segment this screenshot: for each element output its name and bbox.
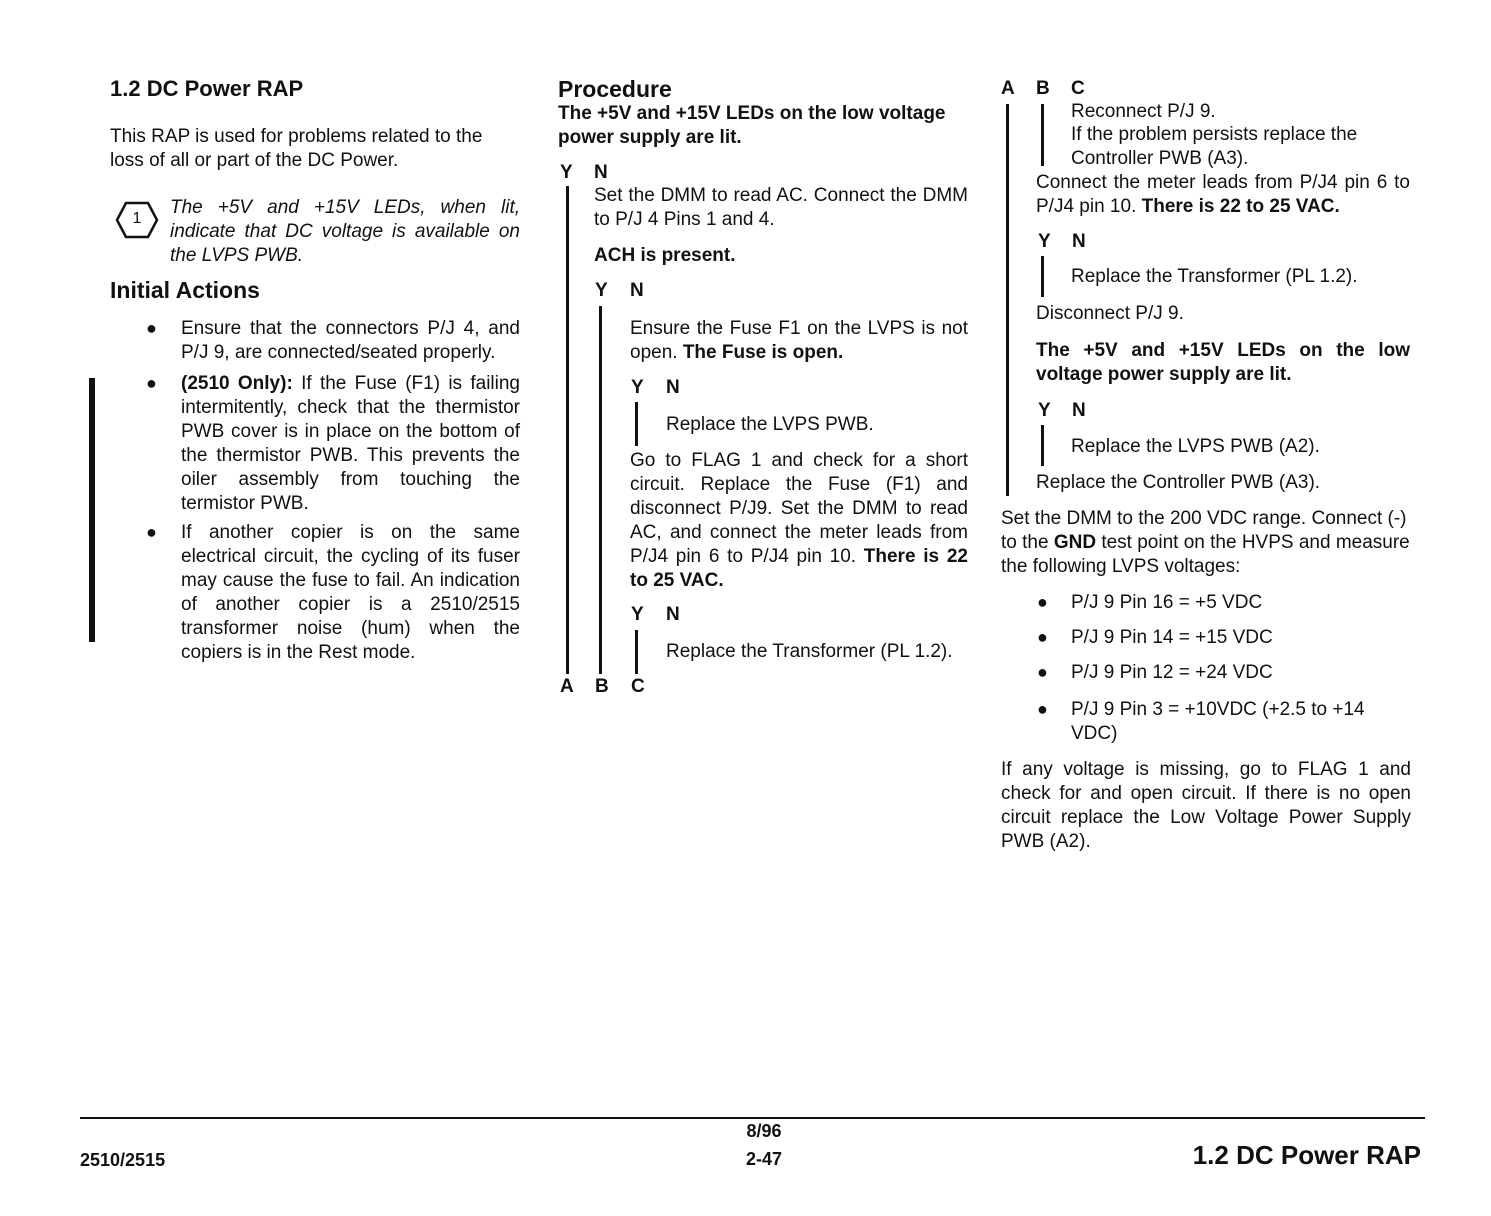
voltage-item-1: P/J 9 Pin 16 = +5 VDC — [1071, 592, 1263, 613]
branch-line-a — [1006, 104, 1009, 496]
procedure-step-5 — [630, 449, 968, 593]
replace-lvps-action: Replace the LVPS PWB. — [666, 414, 874, 435]
gnd-label: GND — [1053, 532, 1097, 553]
meter-step-text: Connect the meter leads from P/J4 pin 6 to P/J4 pin 10. — [1036, 172, 1410, 217]
connector-b: B — [1036, 78, 1050, 99]
no-label: N — [666, 604, 680, 625]
set-dmm-step — [1001, 507, 1411, 579]
initial-action-2-text: If the Fuse (F1) is failing intermitently, check that the thermistor PWB cover is in place on the bottom of the thermistor PWB. This prevents the oiler assembly from touching the termistor PWB. — [181, 373, 520, 514]
yes-label: Y — [1038, 400, 1051, 421]
footer-model: 2510/2515 — [80, 1150, 166, 1170]
connector-b: B — [595, 676, 609, 697]
branch-line-c — [635, 402, 638, 446]
bullet-dot: ● — [146, 318, 157, 338]
procedure-step-5-question: There is 22 to 25 VAC. — [630, 546, 968, 591]
bullet-dot: ● — [1037, 699, 1048, 719]
final-instruction: If any voltage is missing, go to FLAG 1 and check for and open circuit. If there is no open circuit replace the Low Voltage Power Supply PWB (A2). — [1001, 759, 1411, 852]
procedure-heading: Procedure — [558, 76, 672, 102]
branch-line-b2 — [1041, 256, 1044, 297]
procedure-step-4-question: The Fuse is open. — [682, 342, 844, 363]
connector-c: C — [1071, 78, 1085, 99]
yes-label: Y — [595, 280, 608, 301]
bullet-dot: ● — [1037, 592, 1048, 612]
procedure-step-4 — [630, 317, 968, 365]
procedure-step-4-text: Ensure the Fuse F1 on the LVPS is not open. — [630, 318, 968, 363]
replace-controller-action: Replace the Controller PWB (A3). — [1036, 472, 1321, 493]
bullet-dot: ● — [1037, 662, 1048, 682]
branch-line-b — [599, 306, 602, 674]
set-dmm-text-2: test point on the HVPS and measure the following LVPS voltages: — [1001, 532, 1410, 577]
yes-label: Y — [560, 162, 573, 183]
note-text: The +5V and +15V LEDs, when lit, indicate that DC voltage is available on the LVPS PWB. — [170, 197, 520, 266]
no-label: N — [630, 280, 644, 301]
procedure-step-1: The +5V and +15V LEDs on the low voltage power supply are lit. — [558, 103, 946, 148]
no-label: N — [666, 377, 680, 398]
bullet-dot: ● — [1037, 627, 1048, 647]
connector-c: C — [631, 676, 645, 697]
change-bar — [89, 378, 95, 642]
initial-action-1: Ensure that the connectors P/J 4, and P/J 9, are connected/seated properly. — [181, 318, 520, 363]
branch-line-b — [1041, 104, 1044, 166]
footer-section-title: 1.2 DC Power RAP — [1192, 1140, 1421, 1170]
replace-transformer-action: Replace the Transformer (PL 1.2). — [666, 641, 953, 662]
initial-action-2 — [181, 372, 520, 516]
initial-action-2-emphasis: (2510 Only): — [181, 373, 293, 394]
note-number: 1 — [132, 210, 142, 227]
voltage-item-2: P/J 9 Pin 14 = +15 VDC — [1071, 627, 1273, 648]
footer-rule — [80, 1117, 1425, 1119]
procedure-step-3: ACH is present. — [594, 245, 736, 266]
persist-action: If the problem persists replace the Controller PWB (A3). — [1071, 124, 1358, 169]
section-title: 1.2 DC Power RAP — [110, 76, 304, 101]
footer-date: 8/96 — [746, 1121, 782, 1141]
branch-line-a — [566, 186, 569, 674]
voltage-item-3: P/J 9 Pin 12 = +24 VDC — [1071, 662, 1273, 683]
leds-lit-question: The +5V and +15V LEDs on the low voltage power supply are lit. — [1036, 340, 1410, 385]
bullet-dot: ● — [146, 373, 157, 393]
meter-step — [1036, 171, 1410, 219]
yes-label: Y — [1038, 231, 1051, 252]
no-label: N — [1072, 400, 1086, 421]
bullet-dot: ● — [146, 522, 157, 542]
disconnect-step: Disconnect P/J 9. — [1036, 303, 1184, 324]
reconnect-action: Reconnect P/J 9. — [1071, 101, 1216, 122]
branch-line-c2 — [635, 630, 638, 674]
note-hexagon-icon — [115, 200, 159, 240]
voltage-item-4: P/J 9 Pin 3 = +10VDC (+2.5 to +14 VDC) — [1071, 699, 1365, 744]
yes-label: Y — [631, 377, 644, 398]
connector-a: A — [1001, 78, 1015, 99]
set-dmm-text: Set the DMM to the 200 VDC range. Connect (-) to the — [1001, 508, 1407, 553]
initial-actions-heading: Initial Actions — [110, 277, 260, 303]
intro-paragraph: This RAP is used for problems related to the loss of all or part of the DC Power. — [110, 126, 483, 171]
replace-transformer-action: Replace the Transformer (PL 1.2). — [1071, 266, 1358, 287]
procedure-step-5-text: Go to FLAG 1 and check for a short circuit. Replace the Fuse (F1) and disconnect P/J9. Set the DMM to read AC, and connect the meter leads from P/J4 pin 6 to P/J4 pin 10. — [630, 450, 968, 567]
no-label: N — [594, 162, 608, 183]
connector-a: A — [560, 676, 574, 697]
meter-step-question: There is 22 to 25 VAC. — [1141, 196, 1340, 217]
no-label: N — [1072, 231, 1086, 252]
procedure-step-2: Set the DMM to read AC. Connect the DMM to P/J 4 Pins 1 and 4. — [594, 185, 968, 230]
initial-action-3: If another copier is on the same electrical circuit, the cycling of its fuser may cause the fuse to fail. An indication of another copier is a 2510/2515 transformer noise (hum) when the copiers is in the Rest mode. — [181, 522, 520, 663]
footer-page-number: 2-47 — [745, 1149, 783, 1169]
branch-line-b3 — [1041, 425, 1044, 466]
yes-label: Y — [631, 604, 644, 625]
replace-lvps-action: Replace the LVPS PWB (A2). — [1071, 436, 1320, 457]
